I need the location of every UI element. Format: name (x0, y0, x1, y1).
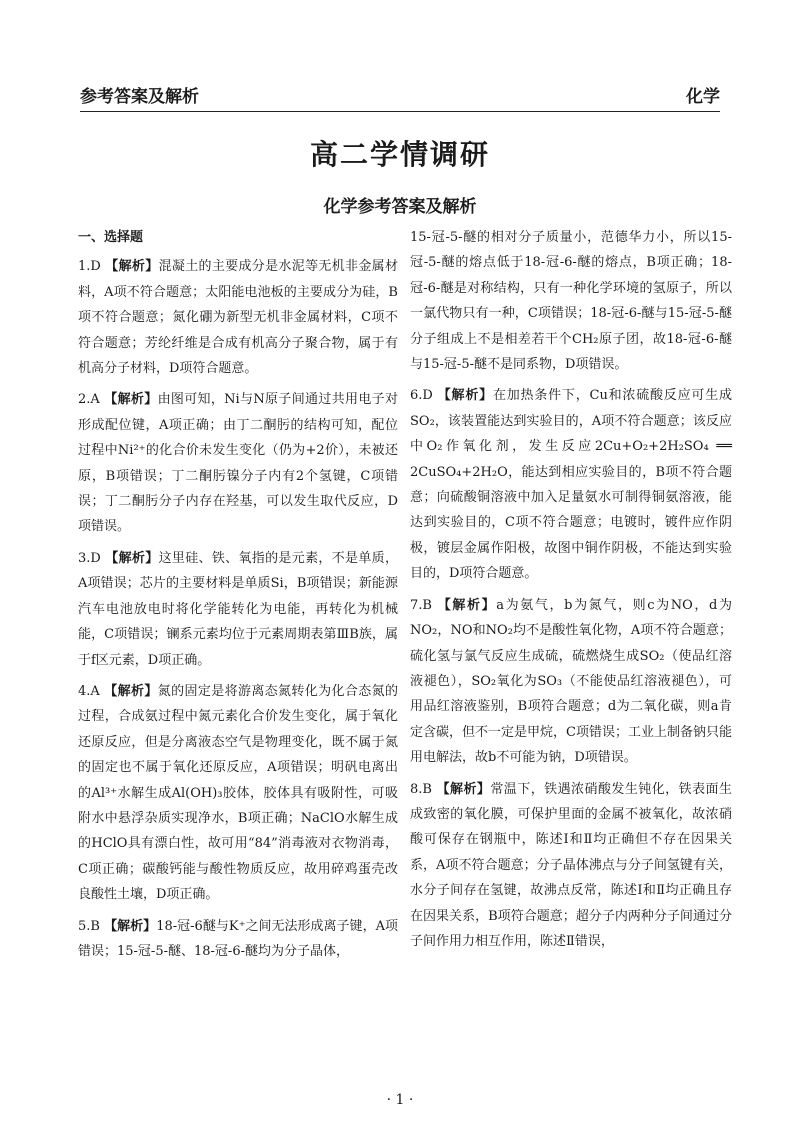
analysis-tag: 【解析】 (104, 918, 157, 934)
item-number: 5.B (78, 918, 100, 934)
item-text: a为氨气，b为氮气，则c为NO，d为NO₂，NO和NO₂均不是酸性氧化物，A项不符合题意；硫化氢与氯气反应生成硫，硫燃烧生成SO₂（使品红溶液褪色），SO₂氧化为SO₃（不能使品红溶液褪色），可用品红溶液鉴别，B项符合题意；d为二氧化碳，则a肯定含碳，但不一定是甲烷，C项错误；工业上制备钠只能用电解法，故b不可能为钠，D项错误。 (410, 597, 732, 766)
answer-item (78, 254, 398, 381)
left-column (78, 225, 398, 970)
header-left-label: 参考答案及解析 (80, 87, 199, 107)
item-number: 6.D (410, 388, 433, 404)
answer-item (78, 387, 398, 539)
answer-item (410, 777, 732, 955)
analysis-tag: 【解析】 (104, 683, 158, 699)
analysis-tag: 【解析】 (436, 781, 491, 797)
answer-item-continued (410, 225, 732, 377)
analysis-tag: 【解析】 (437, 388, 493, 404)
section-title: 一、选择题 (78, 230, 144, 245)
analysis-tag: 【解析】 (437, 597, 497, 613)
answer-item (78, 679, 398, 908)
analysis-tag: 【解析】 (105, 550, 159, 566)
item-text: 由图可知，Ni与N原子间通过共用电子对形成配位键，A项正确；由丁二酮肟的结构可知，配位过程中Ni²⁺的化合价未发生变化（仍为+2价），未被还原，B项错误；丁二酮肟镍分子内有2个氢键，C项错误；丁二酮肟分子内存在羟基，可以发生取代反应，D项错误。 (78, 392, 398, 535)
analysis-tag: 【解析】 (105, 259, 159, 275)
page-number: · 1 · (386, 1092, 414, 1108)
page-title: 高二学情调研 (309, 138, 490, 171)
header-right-label: 化学 (686, 87, 720, 107)
item-text: 18-冠-6醚与K⁺之间无法形成离子键，A项错误；15-冠-5-醚、18-冠-6-醚均为分子晶体， (78, 918, 398, 959)
analysis-tag: 【解析】 (104, 392, 158, 408)
item-number: 8.B (410, 781, 432, 797)
item-text: 常温下，铁遇浓硝酸发生钝化，铁表面生成致密的氧化膜，可保护里面的金属不被氧化，故浓硝酸可保存在钢瓶中，陈述Ⅰ和Ⅱ均正确但不存在因果关系，A项不符合题意；分子晶体沸点与分子间氢键有关，水分子间存在氢键，故沸点反常，陈述Ⅰ和Ⅱ均正确且存在因果关系，B项符合题意；超分子内两种分子间通过分子间作用力相互作用，陈述Ⅱ错误， (410, 781, 732, 949)
page-subtitle: 化学参考答案及解析 (323, 197, 477, 217)
item-number: 1.D (78, 259, 101, 275)
answer-item (78, 546, 398, 673)
answer-item (410, 593, 732, 771)
item-text: 混凝土的主要成分是水泥等无机非金属材料，A项不符合题意；太阳能电池板的主要成分为硅，B项不符合题意；氮化硼为新型无机非金属材料，C项不符合题意；芳纶纤维是合成有机高分子聚合物，属于有机高分子材料，D项符合题意。 (78, 259, 398, 377)
item-text: 氮的固定是将游离态氮转化为化合态氮的过程，合成氨过程中氮元素化合价发生变化，属于氧化还原反应，但是分离液态空气是物理变化，既不属于氮的固定也不属于氧化还原反应，A项错误；明矾电离出的Al³⁺水解生成Al(OH)₃胶体，胶体具有吸附性，可吸附水中悬浮杂质实现净水，B项正确；NaClO水解生成的HClO具有漂白性，故可用“84”消毒液对衣物消毒，C项正确；碳酸钙能与酸性物质反应，故用碎鸡蛋壳改良酸性土壤，D项正确。 (78, 683, 398, 903)
item-number: 4.A (78, 683, 100, 699)
page-header (80, 78, 720, 112)
item-number: 2.A (78, 392, 100, 408)
item-text: 在加热条件下，Cu和浓硫酸反应可生成SO₂，该装置能达到实验目的，A项不符合题意；该反应中O₂作氧化剂，发生反应2Cu+O₂+2H₂SO₄ ══ 2CuSO₄+2H₂O，能达到相应实验目的，B项不符合题意；向硫酸铜溶液中加入足量氨水可制得铜氨溶液，能达到实验目的，C项不符合题意；电镀时，镀件应作阴极，镀层金属作阳极，故图中铜作阴极，不能达到实验目的，D项符合题意。 (410, 388, 732, 582)
right-column (410, 225, 732, 960)
answer-item (410, 383, 732, 586)
item-text: 这里硅、铁、氧指的是元素，不是单质，A项错误；芯片的主要材料是单质Si，B项错误；新能源汽车电池放电时将化学能转化为电能，再转化为机械能，C项错误；镧系元素均位于元素周期表第ⅢB族，属于f区元素，D项正确。 (78, 550, 398, 668)
answer-item (78, 914, 398, 965)
item-number: 7.B (410, 597, 432, 613)
item-text: 15-冠-5-醚的相对分子质量小，范德华力小，所以15-冠-5-醚的熔点低于18-冠-6-醚的熔点，B项正确；18-冠-6-醚是对称结构，只有一种化学环境的氢原子，所以一氯代物只有一种，C项错误；18-冠-6-醚与15-冠-5-醚分子组成上不是相差若干个CH₂原子团，故18-冠-6-醚与15-冠-5-醚不是同系物，D项错误。 (410, 230, 732, 373)
item-number: 3.D (78, 550, 101, 566)
